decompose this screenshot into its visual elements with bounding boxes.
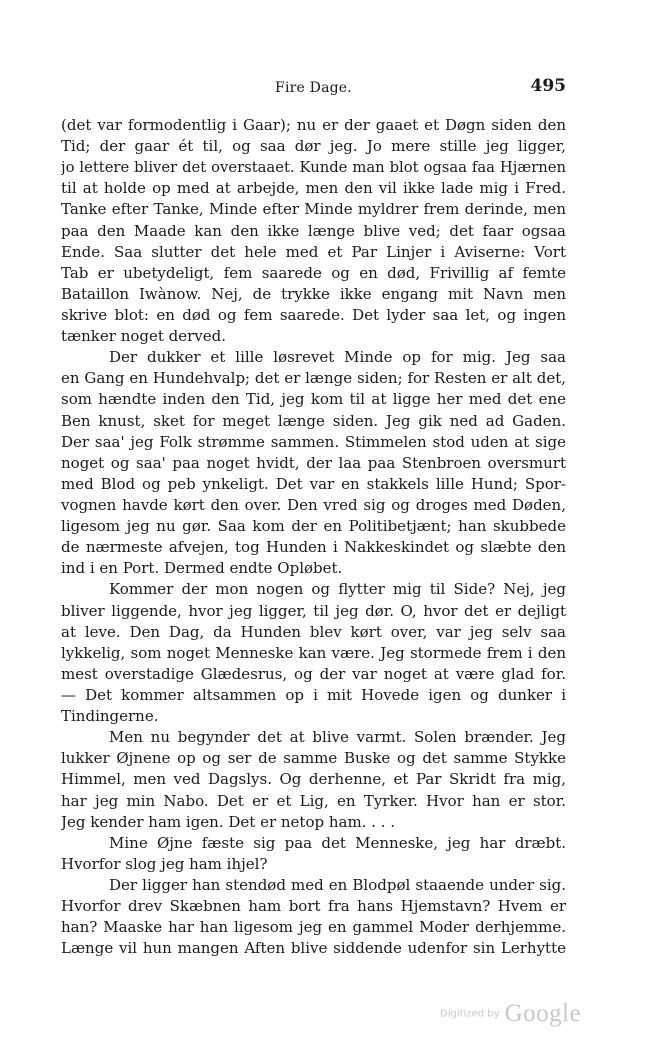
text-line: skrive blot: en død og fem saarede. Det lyder saa let, og ingen bbox=[61, 305, 566, 324]
text-line: — Det kommer altsammen op i mit Hovede igen og dunker i bbox=[61, 685, 566, 704]
text-line: Tab er ubetydeligt, fem saarede og en død, Frivillig af femte bbox=[61, 263, 566, 282]
text-line: til at holde op med at arbejde, men den vil ikke lade mig i Fred. bbox=[61, 179, 566, 198]
text-line: lykkelig, som noget Menneske kan være. Jeg stormede frem i den bbox=[61, 643, 566, 662]
text-line: vognen havde kørt den over. Den vred sig og droges med Døden, bbox=[61, 495, 566, 514]
text-line: Tindingerne. bbox=[61, 707, 159, 726]
watermark-brand: Google bbox=[504, 1000, 582, 1027]
page-header bbox=[61, 76, 566, 100]
text-line: Tid; der gaar ét til, og saa dør jeg. Jo mere stille jeg ligger, bbox=[61, 137, 566, 156]
text-line: lukker Øjnene op og ser de samme Buske og det samme Stykke bbox=[61, 749, 566, 768]
text-line: de nærmeste afvejen, tog Hunden i Nakkeskindet og slæbte den bbox=[61, 538, 566, 557]
text-line: Mine Øjne fæste sig paa det Menneske, jeg har dræbt. bbox=[109, 833, 566, 852]
digitized-watermark bbox=[440, 1000, 581, 1028]
text-line: Kommer der mon nogen og flytter mig til Side? Nej, jeg bbox=[109, 580, 566, 599]
text-line: som hændte inden den Tid, jeg kom til at ligge her med det ene bbox=[61, 390, 566, 409]
text-line: tænker noget derved. bbox=[61, 327, 227, 346]
text-line: at leve. Den Dag, da Hunden blev kørt over, var jeg selv saa bbox=[61, 622, 566, 641]
text-line: Himmel, men ved Dagslys. Og derhenne, et Par Skridt fra mig, bbox=[61, 770, 566, 789]
text-line: Hvorfor slog jeg ham ihjel? bbox=[61, 854, 268, 873]
text-line: Længe vil hun mangen Aften blive siddende udenfor sin Lerhytte bbox=[61, 939, 566, 958]
text-line: Der ligger han stendød med en Blodpøl staaende under sig. bbox=[109, 875, 566, 894]
text-line: ind i en Port. Dermed endte Opløbet. bbox=[61, 559, 343, 578]
text-line: en Gang en Hundehvalp; det er længe siden; for Resten er alt det, bbox=[61, 369, 566, 388]
page-number: 495 bbox=[530, 76, 566, 96]
text-line: Jeg kender ham igen. Det er netop ham. . . . bbox=[61, 812, 396, 831]
text-line: Hvorfor drev Skæbnen ham bort fra hans Hjemstavn? Hvem er bbox=[61, 897, 566, 916]
text-line: med Blod og peb ynkeligt. Det var en stakkels lille Hund; Spor- bbox=[61, 474, 566, 493]
text-line: Bataillon Iwànow. Nej, de trykke ikke engang mit Navn men bbox=[61, 284, 566, 303]
text-line: han? Maaske har han ligesom jeg en gammel Moder derhjemme. bbox=[61, 918, 566, 937]
text-line: Der saa' jeg Folk strømme sammen. Stimmelen stod uden at sige bbox=[61, 432, 566, 451]
body-text bbox=[61, 115, 566, 959]
watermark-prefix: Digitized by bbox=[440, 1008, 500, 1020]
text-line: Der dukker et lille løsrevet Minde op for mig. Jeg saa bbox=[109, 348, 566, 367]
text-line: Men nu begynder det at blive varmt. Solen brænder. Jeg bbox=[109, 728, 566, 747]
text-line: mest overstadige Glædesrus, og der var noget at være glad for. bbox=[61, 664, 566, 683]
running-title: Fire Dage. bbox=[275, 80, 352, 96]
text-line: Tanke efter Tanke, Minde efter Minde myldrer frem derinde, men bbox=[61, 200, 566, 219]
text-line: har jeg min Nabo. Det er et Lig, en Tyrker. Hvor han er stor. bbox=[61, 791, 566, 810]
text-line: noget og saa' paa noget hvidt, der laa paa Stenbroen oversmurt bbox=[61, 453, 566, 472]
text-line: Ben knust, sket for meget længe siden. Jeg gik ned ad Gaden. bbox=[61, 411, 566, 430]
text-line: (det var formodentlig i Gaar); nu er der gaaet et Døgn siden den bbox=[61, 116, 566, 134]
text-line: ligesom jeg nu gør. Saa kom der en Politibetjænt; han skubbede bbox=[61, 517, 566, 536]
text-line: Ende. Saa slutter det hele med et Par Linjer i Aviserne: Vort bbox=[61, 242, 566, 261]
text-line: bliver liggende, hvor jeg ligger, til jeg dør. O, hvor det er dejligt bbox=[61, 601, 566, 620]
text-line: paa den Maade kan den ikke længe blive ved; det faar ogsaa bbox=[61, 221, 566, 240]
text-line: jo lettere bliver det overstaaet. Kunde man blot ogsaa faa Hjærnen bbox=[61, 159, 566, 177]
